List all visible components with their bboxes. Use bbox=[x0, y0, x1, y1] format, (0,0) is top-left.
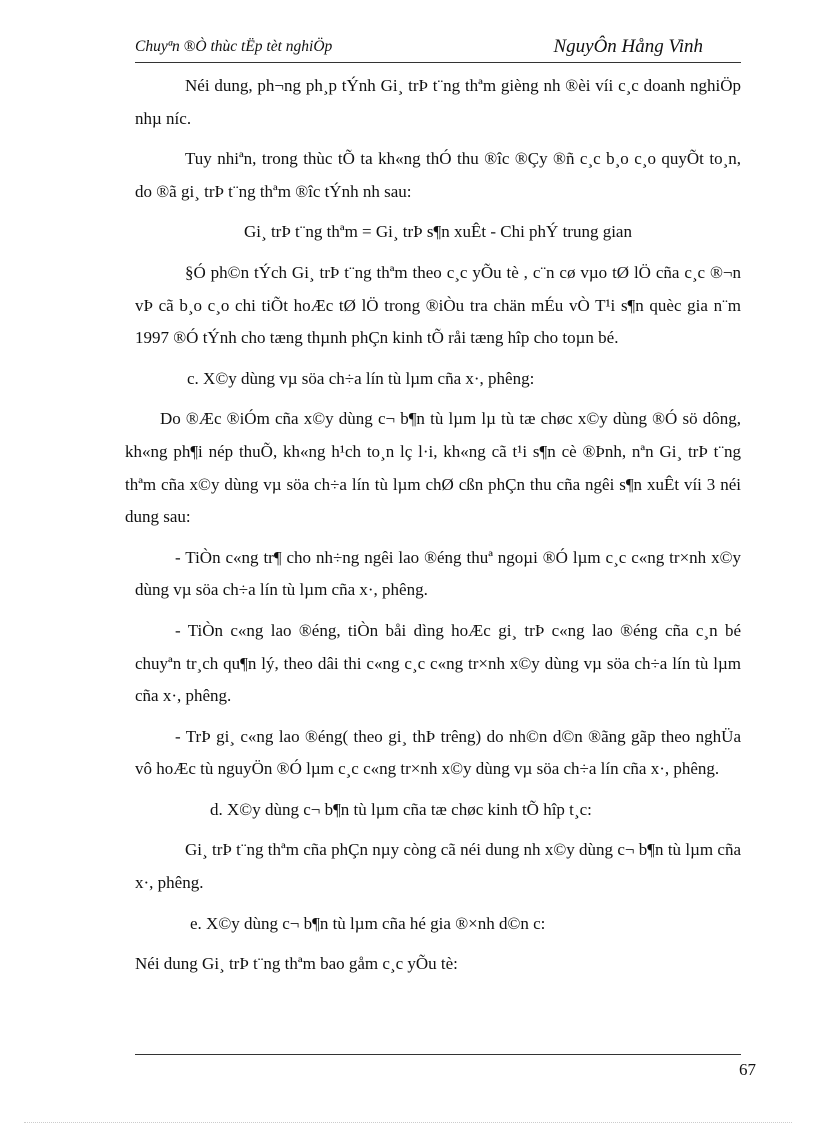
paragraph: Tuy nhiªn, trong thùc tÕ ta kh«ng thÓ thu ®îc ®Çy ®ñ c¸c b¸o c¸o quyÕt to¸n, do ®ã gi¸ trÞ t¨ng thªm ®îc tÝnh nh sau: bbox=[135, 149, 741, 201]
page-header bbox=[135, 36, 741, 63]
paragraph: Do ®Æc ®iÓm cña x©y dùng c¬ b¶n tù lµm lµ tù tæ chøc x©y dùng ®Ó sö dông, kh«ng ph¶i nép thuÕ, kh«ng h¹ch to¸n lç l·i, kh«ng cã t¹i s¶n cè ®Þnh, nªn Gi¸ trÞ t¨ng thªm cña x©y dùng vµ söa ch÷a lín tù lµm chØ cßn phÇn thu cña ngêi s¶n xuÊt víi 3 néi dung sau: bbox=[125, 409, 741, 527]
paragraph: Gi¸ trÞ t¨ng thªm cña phÇn nµy còng cã néi dung nh x©y dùng c¬ b¶n tù lµm cña x·, phêng. bbox=[135, 840, 741, 893]
page-number: 67 bbox=[739, 1060, 756, 1079]
header-author: NguyÔn Hång Vinh bbox=[553, 36, 703, 57]
paragraph: Néi dung Gi¸ trÞ t¨ng thªm bao gåm c¸c yÕu tè: bbox=[135, 954, 458, 974]
formula: Gi¸ trÞ t¨ng thªm = Gi¸ trÞ s¶n xuÊt - Chi phÝ trung gian bbox=[244, 222, 632, 242]
section-heading: c. X©y dùng vµ söa ch÷a lín tù lµm cña x·, phêng: bbox=[187, 368, 535, 388]
list-item: - TiÒn c«ng lao ®éng, tiÒn båi dìng hoÆc gi¸ trÞ c«ng lao ®éng cña c¸n bé chuyªn tr¸ch qu¶n lý, theo dâi thi c«ng c¸c c«ng tr×nh x©y dùng vµ söa ch÷a lín tù lµm cña x·, phêng. bbox=[135, 620, 741, 706]
footer-divider bbox=[135, 1054, 741, 1055]
paragraph: §Ó ph©n tÝch Gi¸ trÞ t¨ng thªm theo c¸c yÕu tè , c¨n cø vµo tØ lÖ cña c¸c ®¬n vÞ cã b¸o c¸o chi tiÕt hoÆc tØ lÖ trong ®iÒu tra chän mÉu vÒ T¹i s¶n quèc gia n¨m 1997 ®Ó tÝnh cho tæng thµnh phÇn kinh tÕ råi tæng hîp cho toµn bé. bbox=[135, 262, 741, 348]
header-document-title: Chuyªn ®Ò thùc tËp tèt nghiÖp bbox=[135, 38, 333, 55]
list-item: - TrÞ gi¸ c«ng lao ®éng( theo gi¸ thÞ trêng) do nh©n d©n ®ãng gãp theo nghÜa vô hoÆc tù nguyÖn ®Ó lµm c¸c c«ng tr×nh x©y dùng vµ söa ch÷a lín cña x·, phêng. bbox=[135, 726, 741, 779]
document-body bbox=[125, 70, 741, 981]
section-heading: e. X©y dùng c¬ b¶n tù lµm cña hé gia ®×nh d©n c: bbox=[190, 913, 546, 933]
section-heading: d. X©y dùng c¬ b¶n tù lµm cña tæ chøc kinh tÕ hîp t¸c: bbox=[210, 799, 592, 819]
list-item: - TiÒn c«ng tr¶ cho nh÷ng ngêi lao ®éng thuª ngoµi ®Ó lµm c¸c c«ng tr×nh x©y dùng vµ söa ch÷a lín tù lµm cña x·, phêng. bbox=[135, 547, 741, 600]
paragraph: Néi dung, ph¬ng ph¸p tÝnh Gi¸ trÞ t¨ng thªm gièng nh ®èi víi c¸c doanh nghiÖp nhµ níc. bbox=[135, 76, 741, 128]
